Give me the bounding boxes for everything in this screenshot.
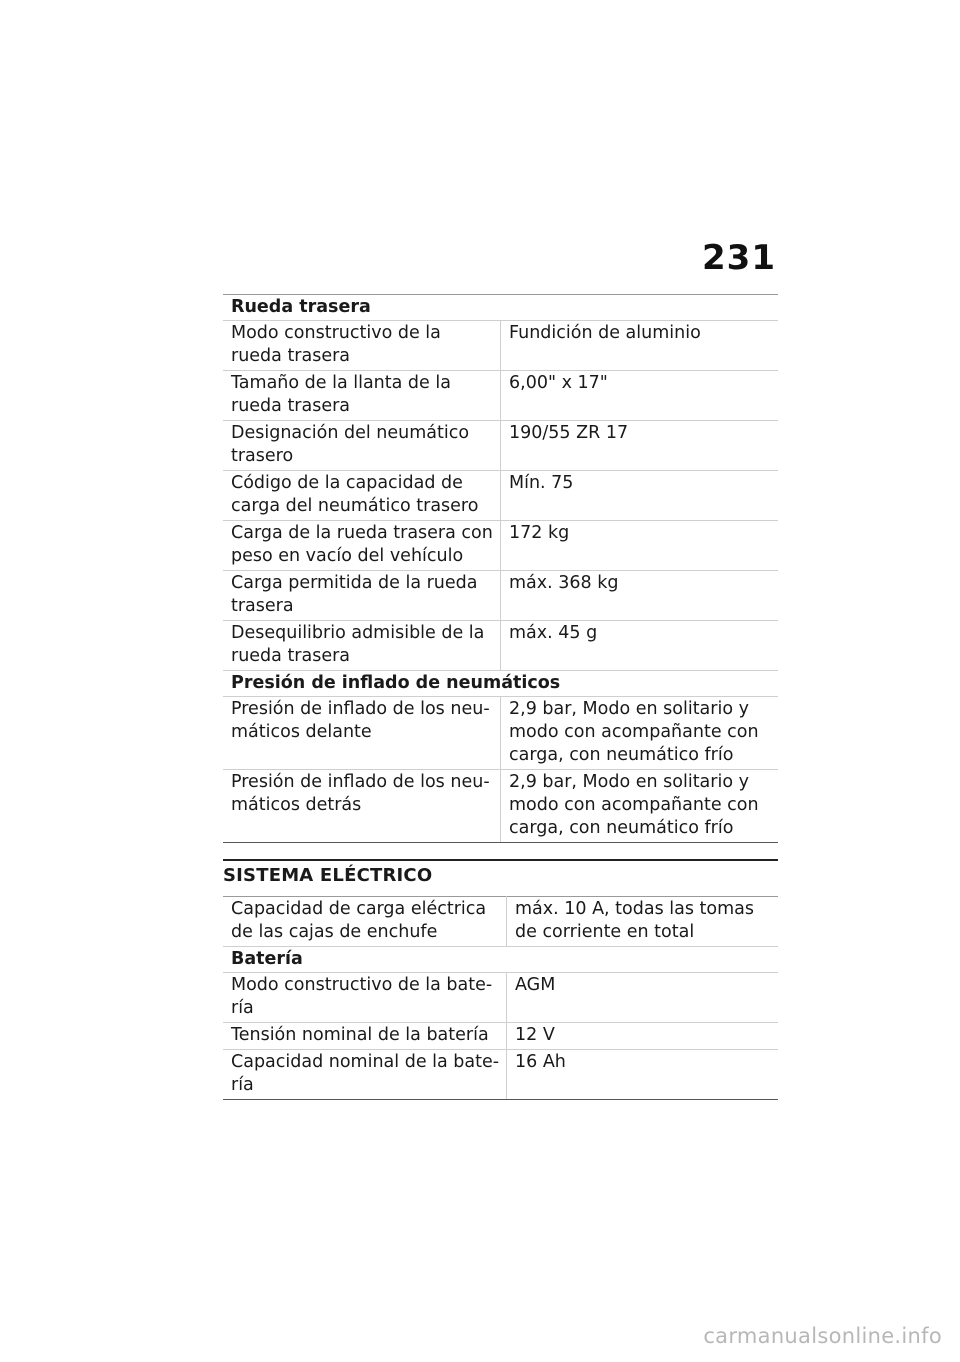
row-label: Capacidad de carga eléctrica de las cajas de enchufe	[223, 897, 507, 947]
row-value: máx. 45 g	[501, 621, 779, 671]
table-row	[223, 321, 778, 371]
row-label: Tamaño de la llanta de la rueda trasera	[223, 371, 501, 421]
section-heading-tire-pressure: Presión de inflado de neumáticos	[223, 671, 778, 697]
row-value: 16 Ah	[507, 1050, 779, 1100]
electrical-table	[223, 896, 778, 1100]
row-label: Modo constructivo de la bate-ría	[223, 973, 507, 1023]
page-number: 231	[702, 238, 776, 278]
table-row	[223, 897, 778, 947]
section-heading-row	[223, 671, 778, 697]
table-row	[223, 371, 778, 421]
rear-wheel-table	[223, 294, 778, 843]
table-row	[223, 973, 778, 1023]
table-row	[223, 421, 778, 471]
table-row	[223, 571, 778, 621]
chapter-title: SISTEMA ELÉCTRICO	[223, 859, 778, 896]
row-value: 190/55 ZR 17	[501, 421, 779, 471]
row-value: 6,00" x 17"	[501, 371, 779, 421]
table-row	[223, 1050, 778, 1100]
section-heading-battery: Batería	[223, 947, 778, 973]
table-row	[223, 621, 778, 671]
row-label: Código de la capacidad de carga del neumático trasero	[223, 471, 501, 521]
table-row	[223, 697, 778, 770]
table-row	[223, 521, 778, 571]
row-value: máx. 368 kg	[501, 571, 779, 621]
row-label: Modo constructivo de la rueda trasera	[223, 321, 501, 371]
row-label: Desequilibrio admisible de la rueda trasera	[223, 621, 501, 671]
row-label: Presión de inflado de los neu-máticos detrás	[223, 770, 501, 843]
row-value: 12 V	[507, 1023, 779, 1050]
row-label: Capacidad nominal de la bate-ría	[223, 1050, 507, 1100]
table-row	[223, 770, 778, 843]
row-label: Designación del neumático trasero	[223, 421, 501, 471]
row-value: Fundición de aluminio	[501, 321, 779, 371]
row-value: 2,9 bar, Modo en solitario y modo con acompañante con carga, con neumático frío	[501, 697, 779, 770]
row-label: Presión de inflado de los neu-máticos delante	[223, 697, 501, 770]
spec-content	[223, 294, 778, 1100]
watermark: carmanualsonline.info	[703, 1324, 942, 1348]
row-value: Mín. 75	[501, 471, 779, 521]
row-label: Carga de la rueda trasera con peso en vacío del vehículo	[223, 521, 501, 571]
section-heading-row	[223, 295, 778, 321]
row-value: 172 kg	[501, 521, 779, 571]
row-value: AGM	[507, 973, 779, 1023]
row-label: Tensión nominal de la batería	[223, 1023, 507, 1050]
section-heading-rear-wheel: Rueda trasera	[223, 295, 778, 321]
row-label: Carga permitida de la rueda trasera	[223, 571, 501, 621]
table-row	[223, 1023, 778, 1050]
row-value: máx. 10 A, todas las tomas de corriente en total	[507, 897, 779, 947]
section-heading-row	[223, 947, 778, 973]
table-row	[223, 471, 778, 521]
row-value: 2,9 bar, Modo en solitario y modo con acompañante con carga, con neumático frío	[501, 770, 779, 843]
